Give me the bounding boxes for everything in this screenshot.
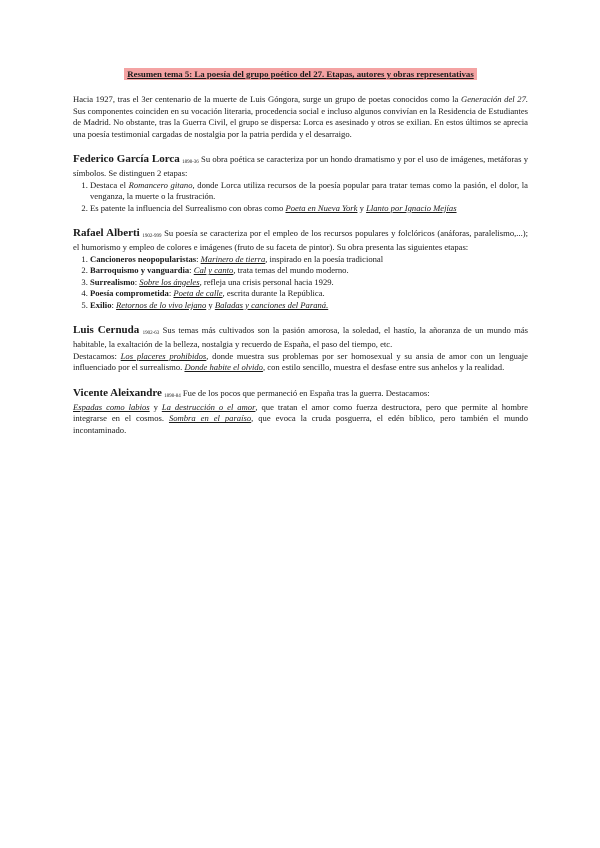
lorca-text: Su obra poética se caracteriza por un hondo dramatismo y por el uso de imágenes, metáforas y símbolos. Se distinguen 2 etapas: xyxy=(73,154,528,179)
stage-label: Exilio xyxy=(90,299,112,310)
work-title: La destrucción o el amor xyxy=(161,401,256,412)
list-item xyxy=(90,300,528,311)
author-name-aleixandre: Vicente Aleixandre xyxy=(73,386,162,399)
intro-text-2: Sus componentes coinciden en su vocación literaria, procedencia social e incluso algunos convivían en la Residencia de Estudiantes de Madrid. No obstante, tras la Guerra Civil, el grupo se dispersa: Lorca es asesinado y otros se exilian. En estos últimos se aprecia una poesía testimonial cargadas de nostalgia por la patria perdida y el desarraigo. xyxy=(73,105,528,139)
lorca-stages-list xyxy=(73,180,528,214)
work-title: Cal y canto xyxy=(193,265,234,276)
work-title: Marinero de tierra xyxy=(200,253,266,264)
intro-text-1: Hacia 1927, tras el 3er centenario de la muerte de Luis Góngora, surge un grupo de poetas conocidos como la xyxy=(73,94,461,105)
list-item xyxy=(90,203,528,214)
item-text: , donde Lorca utiliza recursos de la poesía popular para tratar temas como la pasión, el dolor, la venganza, la muerte o la frustración. xyxy=(90,179,529,202)
item-text: , con estilo sencillo, muestra el desfase entre sus anhelos y la realidad. xyxy=(262,362,505,373)
work-title: Sombra en el paraíso xyxy=(168,413,252,424)
item-text: : xyxy=(189,265,194,276)
author-name-lorca: Federico García Lorca xyxy=(73,153,180,166)
list-item xyxy=(90,265,528,276)
work-title: Poeta en Nueva York xyxy=(285,202,358,213)
item-text: Destaca el xyxy=(90,179,129,190)
section-lorca xyxy=(73,154,528,214)
lorca-paragraph xyxy=(73,154,528,180)
page-title: Resumen tema 5: La poesía del grupo poético del 27. Etapas, autores y obras representativas xyxy=(124,68,477,80)
alberti-paragraph xyxy=(73,228,528,254)
title-block xyxy=(73,68,528,80)
item-text: : xyxy=(196,253,201,264)
stage-label: Surrealismo xyxy=(90,276,135,287)
item-text: y xyxy=(149,401,162,412)
item-text: : xyxy=(134,276,140,287)
author-dates-cernuda: 1902-63 xyxy=(142,330,160,336)
item-text: , que tratan el amor como fuerza destructora, pero que permite al hombre integrarse en el cosmos. xyxy=(73,401,528,424)
author-dates-aleixandre: 1898-84 xyxy=(164,393,181,399)
cernuda-text: Sus temas más cultivados son la pasión amorosa, la soledad, el hastío, la añoranza de un mundo más habitable, la exaltación de la belleza, nostalgia y recuerdo de España, el paso del tiempo, etc. xyxy=(73,324,528,350)
intro-generation-name: Generación del 27. xyxy=(460,94,529,105)
work-title: Romancero gitano xyxy=(128,179,193,190)
item-text: , inspirado en la poesía tradicional xyxy=(265,253,384,264)
item-text: , escrita durante la República. xyxy=(222,288,325,299)
item-text: Es patente la influencia del Surrealismo con obras como xyxy=(90,202,286,213)
item-text: , refleja una crisis personal hacia 1929. xyxy=(199,276,334,287)
item-text: , trata temas del mundo moderno. xyxy=(233,265,349,276)
alberti-stages-list xyxy=(73,254,528,311)
work-title: Sobre los ángeles xyxy=(139,276,200,287)
list-item xyxy=(90,277,528,288)
item-text: , donde muestra sus problemas por ser homosexual y su ansia de amor con un lenguaje influenciado por el surrealismo. xyxy=(73,350,528,373)
section-cernuda xyxy=(73,325,528,374)
work-title: Los placeres prohibidos xyxy=(120,350,207,361)
cernuda-paragraph xyxy=(73,325,528,374)
work-title: Baladas y canciones del Paraná. xyxy=(214,299,329,310)
work-title: Retornos de lo vivo lejano xyxy=(116,299,207,310)
author-dates-alberti: 1902-999 xyxy=(142,234,162,240)
stage-label: Cancioneros neopopularistas xyxy=(90,253,197,264)
stage-label: Poesía comprometida xyxy=(90,288,169,299)
author-name-alberti: Rafael Alberti xyxy=(73,227,140,240)
item-text: : xyxy=(168,288,174,299)
work-title: Llanto por Ignacio Mejías xyxy=(366,202,457,213)
list-item xyxy=(90,254,528,265)
item-text: y xyxy=(206,299,215,310)
item-text: : xyxy=(111,299,117,310)
work-title: Donde habite el olvido xyxy=(184,362,263,373)
section-aleixandre xyxy=(73,388,528,437)
list-item xyxy=(90,180,528,203)
aleixandre-text: Fue de los pocos que permaneció en España tras la guerra. Destacamos: xyxy=(180,387,430,398)
item-text: y xyxy=(357,202,367,213)
aleixandre-paragraph xyxy=(73,388,528,437)
intro-paragraph xyxy=(73,94,528,140)
work-title: Espadas como labios xyxy=(73,401,150,412)
work-title: Poeta de calle xyxy=(173,288,223,299)
alberti-text: Su poesía se caracteriza por el empleo de los recursos populares y folclóricos (anáforas, paralelismo,...); el humorismo y empleo de colores e imágenes (fruto de su faceta de pintor). Su obra presenta las siguientes etapas: xyxy=(73,228,528,253)
item-text: , que evoca la cruda posguerra, el edén bíblico, pero también el mundo incontaminado. xyxy=(73,413,528,435)
section-alberti xyxy=(73,228,528,311)
author-name-cernuda: Luis Cernuda xyxy=(73,323,140,336)
author-dates-lorca: 1898-36 xyxy=(182,160,199,166)
item-text: Destacamos: xyxy=(73,350,121,361)
list-item xyxy=(90,288,528,299)
document-body xyxy=(73,68,528,450)
stage-label: Barroquismo y vanguardia xyxy=(90,265,190,276)
